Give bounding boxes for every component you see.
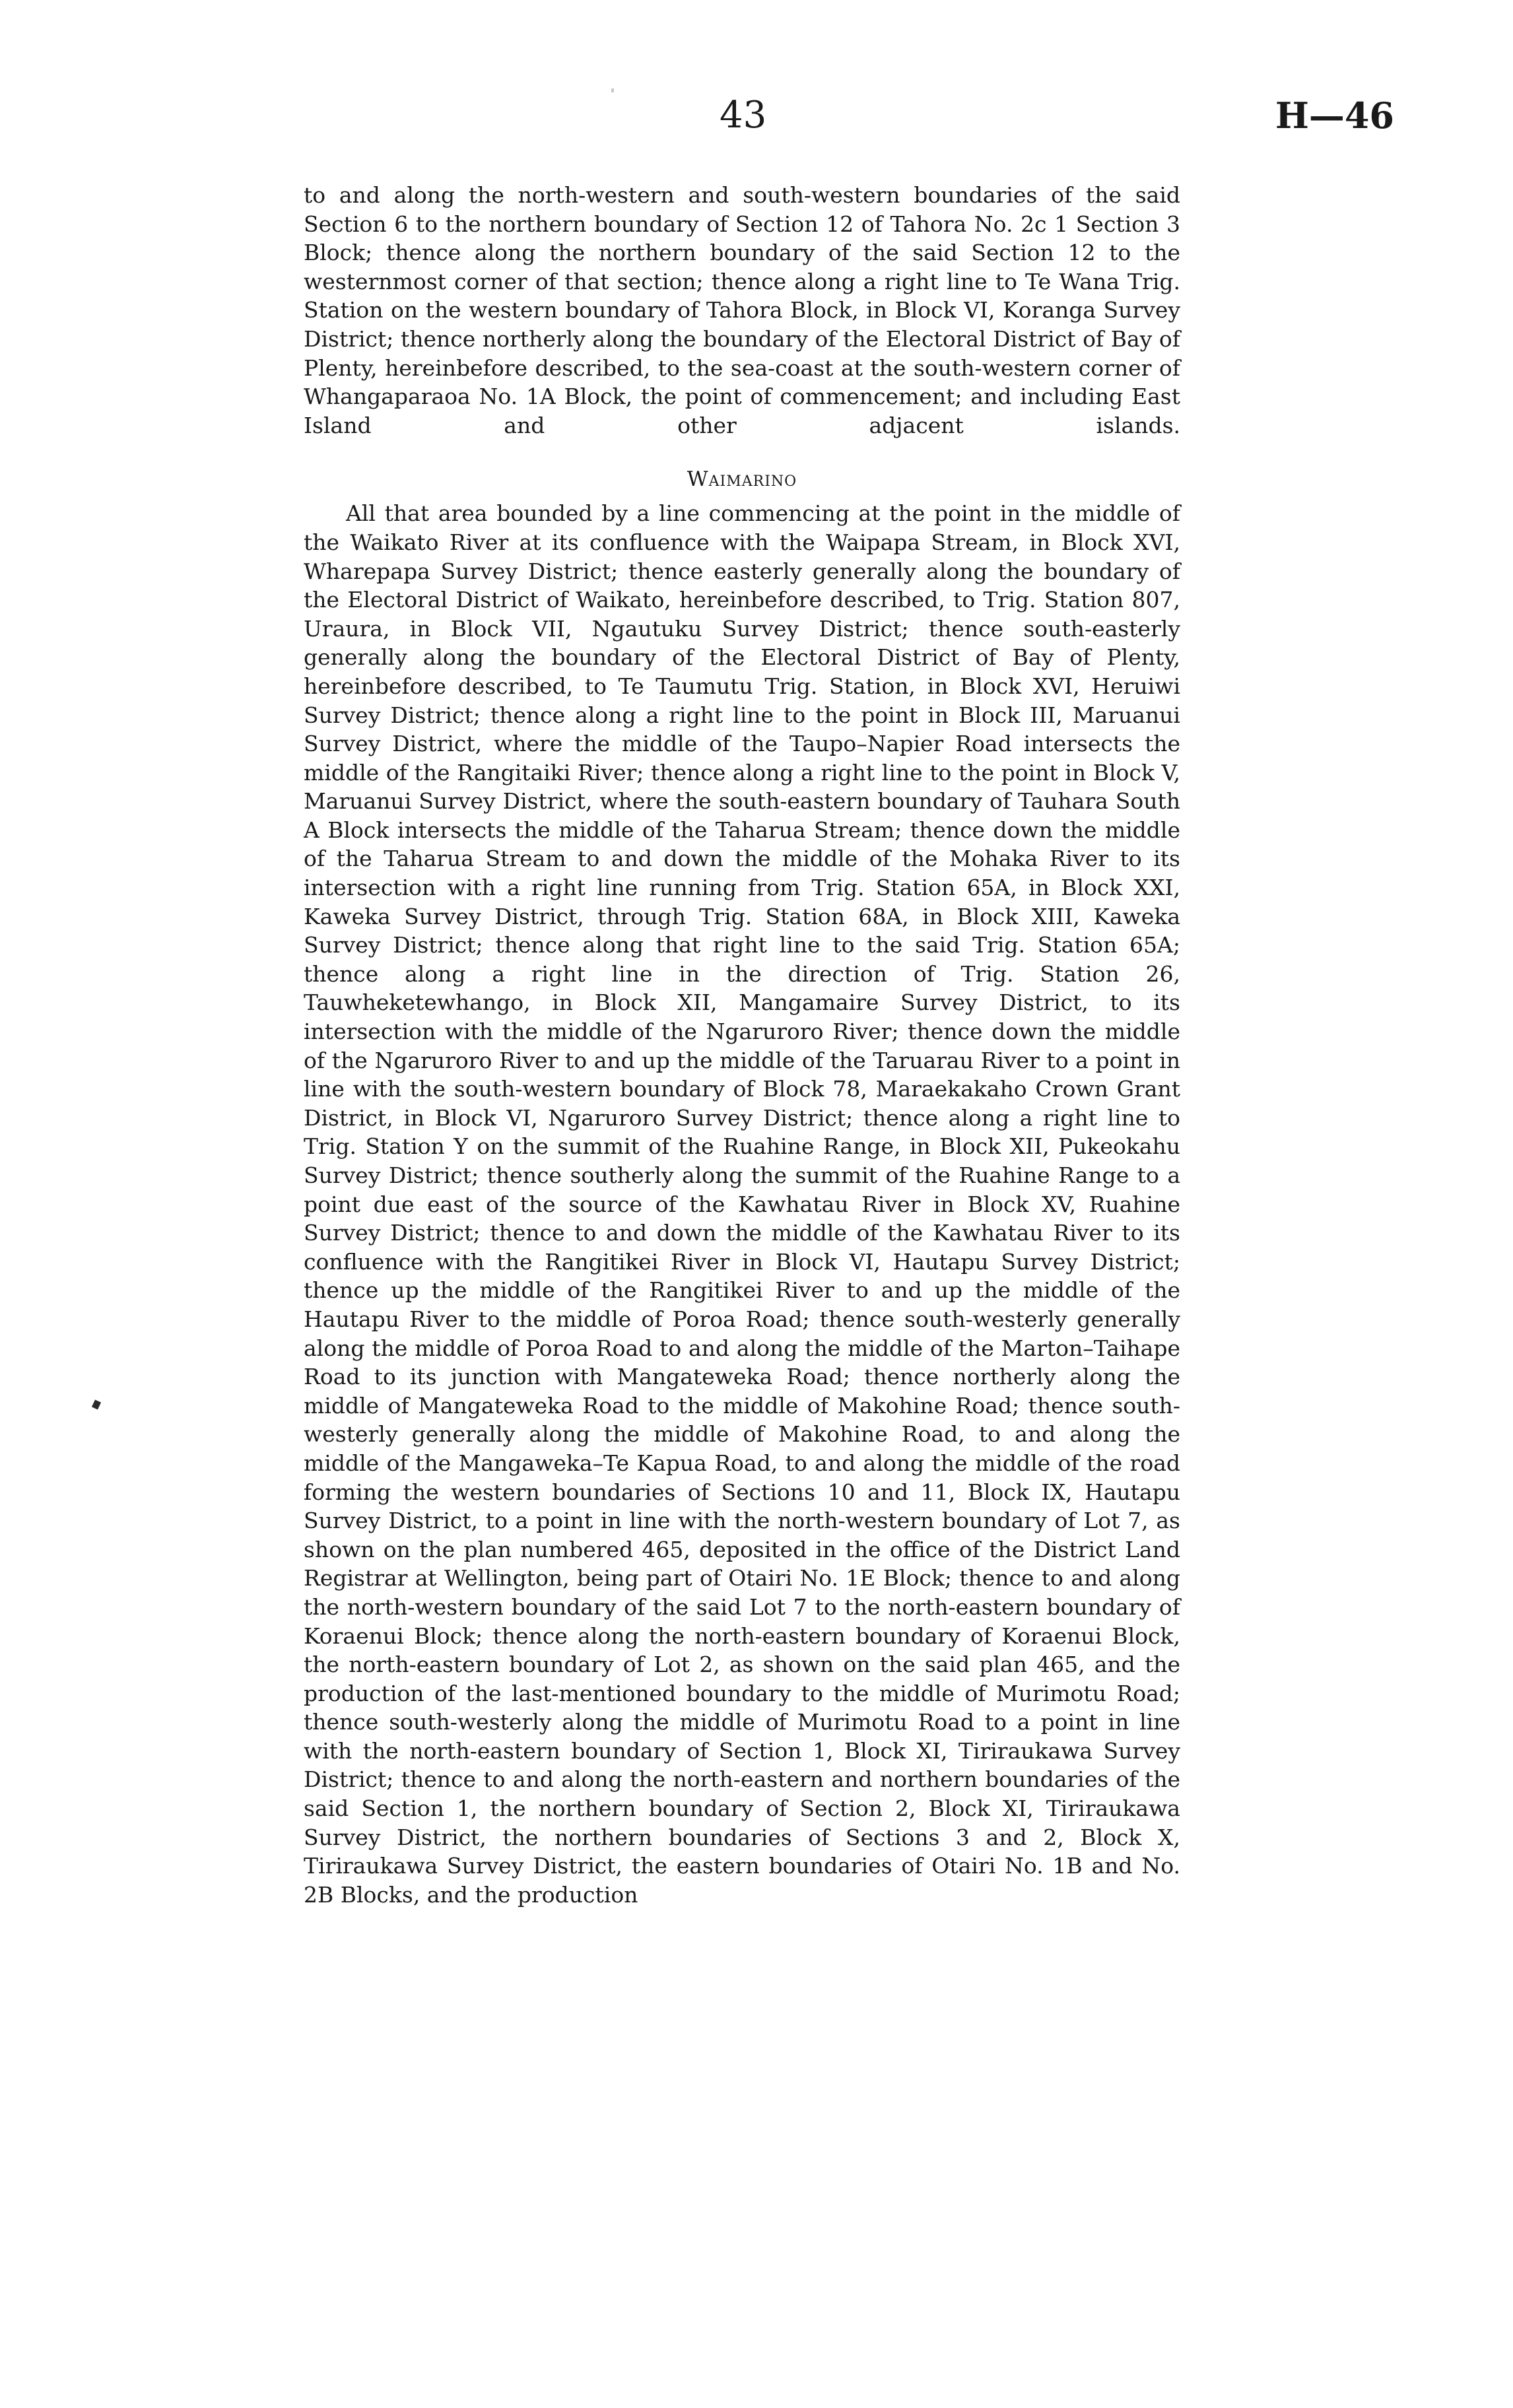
document-reference: H—46: [1275, 94, 1394, 137]
margin-ink-mark: [92, 1399, 101, 1409]
page-number: 43: [720, 94, 767, 137]
body-column: [304, 181, 1180, 1909]
continuation-paragraph: to and along the north-western and south-western boundaries of the said Section 6 to the northern boundary of Section 12 of Tahora No. 2c 1 Section 3 Block; thence along the northern boundary of the said Section 12 to the westernmost corner of that section; thence along a right line to Te Wana Trig. Station on the western boundary of Tahora Block, in Block VI, Koranga Survey District; thence northerly along the boundary of the Electoral District of Bay of Plenty, hereinbefore described, to the sea-coast at the south-western corner of Whangaparaoa No. 1A Block, the point of commencement; and including East Island and other adjacent islands.: [304, 182, 1180, 438]
section-heading: Waimarino: [687, 467, 797, 492]
section-paragraph: All that area bounded by a line commencing at the point in the middle of the Waikato River at its confluence with the Waipapa Stream, in Block XVI, Wharepapa Survey District; thence easterly generally along the boundary of the Electoral District of Waikato, hereinbefore described, to Trig. Station 807, Uraura, in Block VII, Ngautuku Survey District; thence south-easterly generally along the boundary of the Electoral District of Bay of Plenty, hereinbefore described, to Te Taumutu Trig. Station, in Block XVI, Heruiwi Survey District; thence along a right line to the point in Block III, Maruanui Survey District, where the middle of the Taupo–Napier Road intersects the middle of the Rangitaiki River; thence along a right line to the point in Block V, Maruanui Survey District, where the south-eastern boundary of Tauhara South A Block intersects the middle of the Taharua Stream; thence down the middle of the Taharua Stream to and down the middle of the Mohaka River to its intersection with a right line running from Trig. Station 65A, in Block XXI, Kaweka Survey District, through Trig. Station 68A, in Block XIII, Kaweka Survey District; thence along that right line to the said Trig. Station 65A; thence along a right line in the direction of Trig. Station 26, Tauwheketewhango, in Block XII, Mangamaire Survey District, to its intersection with the middle of the Ngaruroro River; thence down the middle of the Ngaruroro River to and up the middle of the Taruarau River to a point in line with the south-western boundary of Block 78, Maraekakaho Crown Grant District, in Block VI, Ngaruroro Survey District; thence along a right line to Trig. Station Y on the summit of the Ruahine Range, in Block XII, Pukeokahu Survey District; thence southerly along the summit of the Ruahine Range to a point due east of the source of the Kawhatau River in Block XV, Ruahine Survey District; thence to and down the middle of the Kawhatau River to its confluence with the Rangitikei River in Block VI, Hautapu Survey District; thence up the middle of the Rangitikei River to and up the middle of the Hautapu River to the middle of Poroa Road; thence south-westerly generally along the middle of Poroa Road to and along the middle of the Marton–Taihape Road to its junction with Mangateweka Road; thence northerly along the middle of Mangateweka Road to the middle of Makohine Road; thence south-westerly generally along the middle of Makohine Road, to and along the middle of the Mangaweka–Te Kapua Road, to and along the middle of the road forming the western boundaries of Sections 10 and 11, Block IX, Hautapu Survey District, to a point in line with the north-western boundary of Lot 7, as shown on the plan numbered 465, deposited in the office of the District Land Registrar at Wellington, being part of Otairi No. 1E Block; thence to and along the north-western boundary of the said Lot 7 to the north-eastern boundary of Koraenui Block; thence along the north-eastern boundary of Koraenui Block, the north-eastern boundary of Lot 2, as shown on the said plan 465, and the production of the last-mentioned boundary to the middle of Murimotu Road; thence south-westerly along the middle of Murimotu Road to a point in line with the north-eastern boundary of Section 1, Block XI, Tiriraukawa Survey District; thence to and along the north-eastern and northern boundaries of the said Section 1, the northern boundary of Section 2, Block XI, Tiriraukawa Survey District, the northern boundaries of Sections 3 and 2, Block X, Tiriraukawa Survey District, the eastern boundaries of Otairi No. 1B and No. 2B Blocks, and the production: [304, 500, 1180, 1908]
page-header: [0, 92, 1513, 145]
